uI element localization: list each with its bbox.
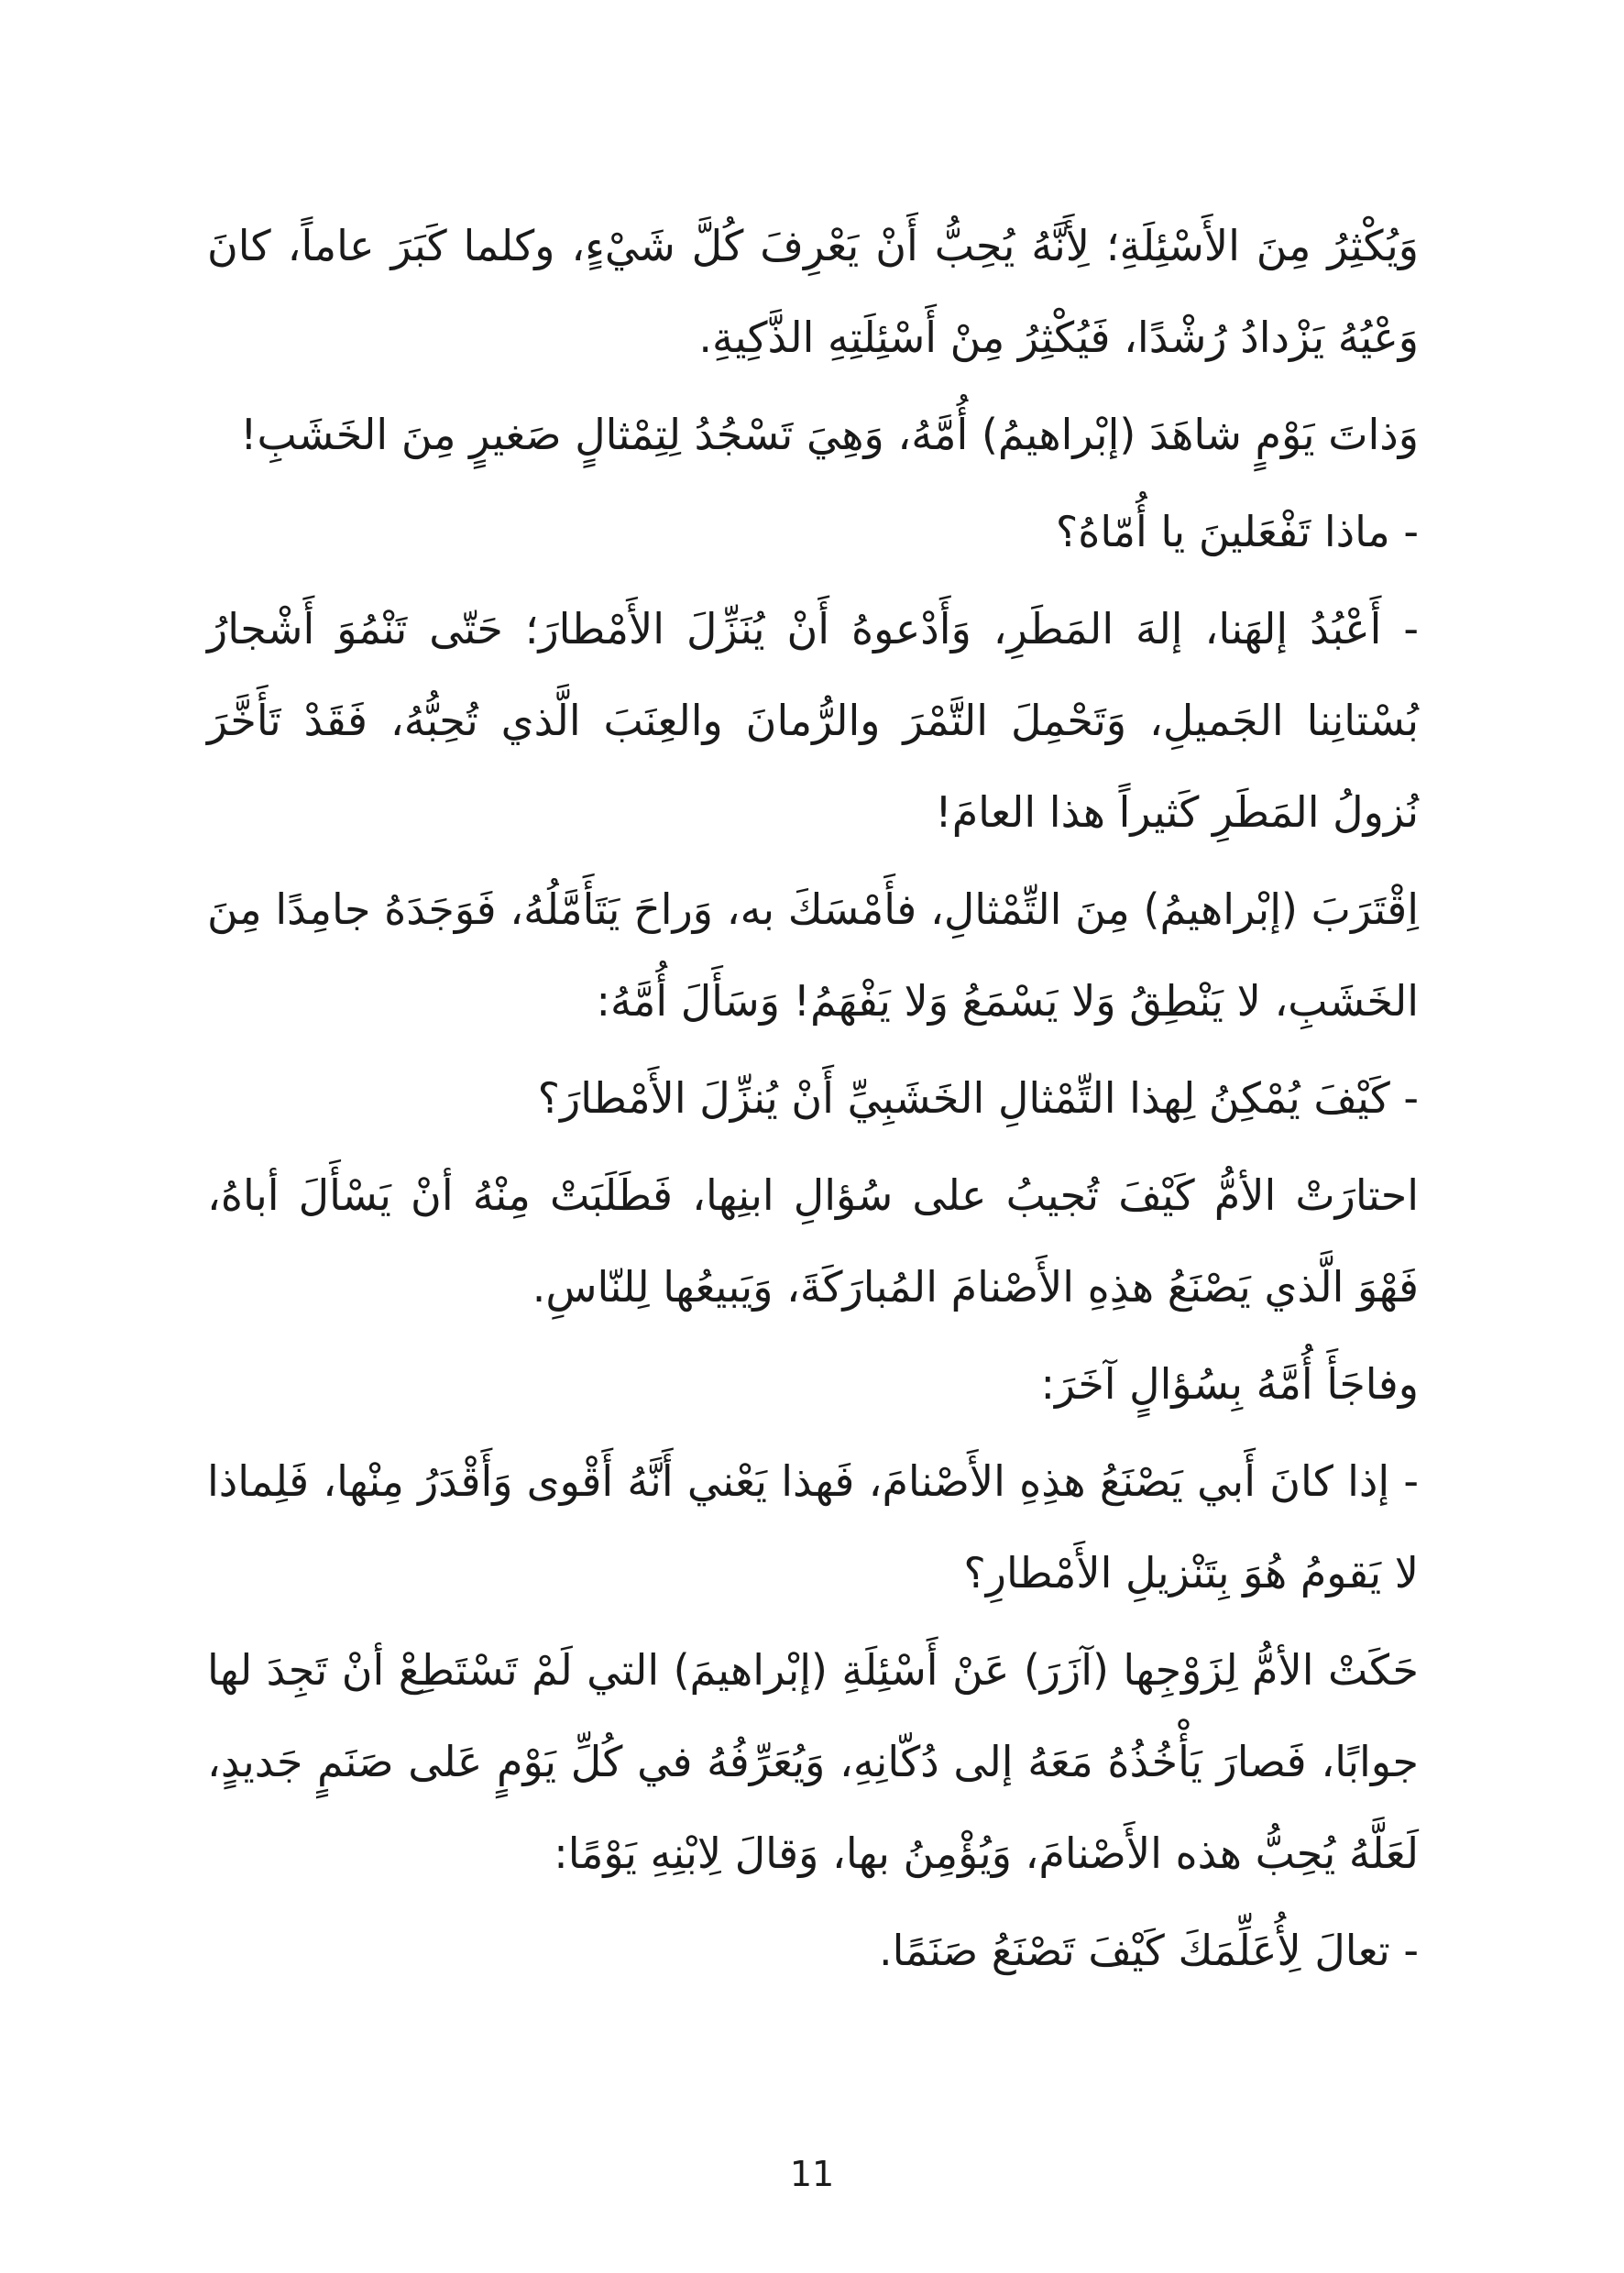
paragraph: حَكَتْ الأمُّ لِزَوْجِها (آزَرَ) عَنْ أَسْئِلَةِ (إبْراهيمَ) التي لَمْ تَسْتَطِعْ أنْ تَجِدَ لها جوابًا، فَصارَ يَأْخُذُهُ مَعَهُ إلى دُكّانِهِ، وَيُعَرِّفُهُ في كُلِّ يَوْمٍ عَلى صَنَمٍ جَديدٍ، لَعَلَّهُ يُحِبُّ هذه الأَصْنامَ، وَيُؤْمِنُ بها، وَقالَ لِابْنِهِ يَوْمًا: — [207, 1645, 1419, 1878]
paragraph: احتارَتْ الأمُّ كَيْفَ تُجيبُ على سُؤالِ ابنِها، فَطَلَبَتْ مِنْهُ أنْ يَسْأَلَ أباهُ، فَهْوَ الَّذي يَصْنَعُ هذِهِ الأَصْنامَ المُبارَكَةَ، وَيَبيعُها لِلنّاسِ. — [207, 1170, 1419, 1312]
dialogue-line: - أَعْبُدُ إلهَنا، إلهَ المَطَرِ، وَأَدْعوهُ أَنْ يُنَزِّلَ الأَمْطارَ؛ حَتّى تَنْمُوَ أَشْجارُ بُسْتانِنا الجَميلِ، وَتَحْمِلَ التَّمْرَ والرُّمانَ والعِنَبَ الَّذي تُحِبُّهُ، فَقَدْ تَأَخَّرَ نُزولُ المَطَرِ كَثيراً هذا العامَ! — [207, 604, 1419, 837]
paragraph: وَيُكْثِرُ مِنَ الأَسْئِلَةِ؛ لِأَنَّهُ يُحِبُّ أَنْ يَعْرِفَ كُلَّ شَيْءٍ، وكلما كَبَرَ عاماً، كانَ وَعْيُهُ يَزْدادُ رُشْدًا، فَيُكْثِرُ مِنْ أَسْئِلَتِهِ الذَّكِيةِ. — [207, 221, 1419, 362]
body-text — [207, 200, 1419, 2002]
paragraph: وَذاتَ يَوْمٍ شاهَدَ (إبْراهيمُ) أُمَّهُ، وَهِيَ تَسْجُدُ لِتِمْثالٍ صَغيرٍ مِنَ الخَشَبِ! — [240, 410, 1419, 459]
page-number: 11 — [789, 2154, 835, 2194]
dialogue-line: - كَيْفَ يُمْكِنُ لِهذا التِّمْثالِ الخَشَبِيِّ أَنْ يُنزِّلَ الأَمْطارَ؟ — [537, 1073, 1419, 1123]
dialogue-line: - تعالَ لِأُعَلِّمَكَ كَيْفَ تَصْنَعُ صَنَمًا. — [878, 1926, 1419, 1975]
paragraph: وفاجَأَ أُمَّهُ بِسُؤالٍ آخَرَ: — [1040, 1359, 1419, 1409]
paragraph: اِقْتَرَبَ (إبْراهيمُ) مِنَ التِّمْثالِ، فأَمْسَكَ به، وَراحَ يَتَأَمَّلُهُ، فَوَجَدَهُ جامِدًا مِنَ الخَشَبِ، لا يَنْطِقُ وَلا يَسْمَعُ وَلا يَفْهَمُ! وَسَأَلَ أُمَّهُ: — [207, 884, 1419, 1026]
dialogue-line: - إذا كانَ أَبي يَصْنَعُ هذِهِ الأَصْنامَ، فَهذا يَعْني أَنَّهُ أَقْوى وَأَقْدَرُ مِنْها، فَلِماذا لا يَقومُ هُوَ بِتَنْزيلِ الأَمْطارِ؟ — [207, 1456, 1419, 1598]
dialogue-line: - ماذا تَفْعَلينَ يا أُمّاهُ؟ — [1055, 507, 1419, 556]
